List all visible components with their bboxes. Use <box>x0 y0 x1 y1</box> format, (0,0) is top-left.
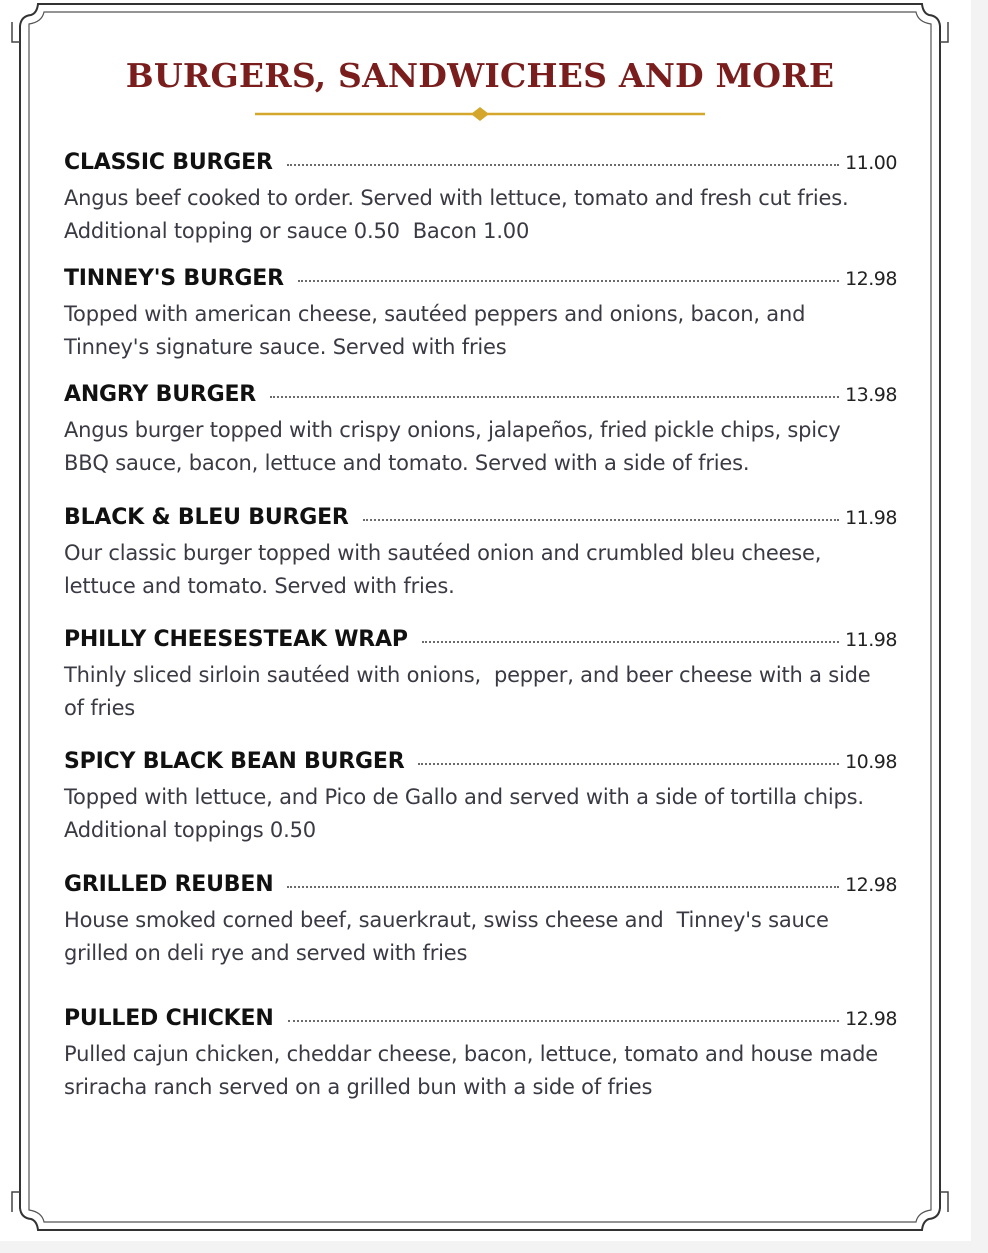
corner-right-top <box>940 22 948 42</box>
menu-item <box>64 1006 897 1104</box>
menu-item <box>64 382 897 480</box>
menu-item <box>64 505 897 603</box>
item-price: 10.98 <box>845 751 897 773</box>
corner-left-top <box>12 22 20 42</box>
menu-item <box>64 627 897 725</box>
dot-leader <box>270 396 839 398</box>
item-name: TINNEY'S BURGER <box>64 266 284 291</box>
corner-right-bottom <box>940 1192 948 1212</box>
item-description: Angus beef cooked to order. Served with lettuce, tomato and fresh cut fries. Additional topping or sauce 0.50 Bacon 1.00 <box>64 186 868 243</box>
dot-leader <box>288 1020 840 1022</box>
item-description: House smoked corned beef, sauerkraut, swiss cheese and Tinney's sauce grilled on deli rye and served with fries <box>64 908 836 965</box>
divider-diamond <box>471 107 489 121</box>
item-description: Pulled cajun chicken, cheddar cheese, bacon, lettuce, tomato and house made sriracha ranch served on a grilled bun with a side of fries <box>64 1042 885 1099</box>
item-name: SPICY BLACK BEAN BURGER <box>64 749 405 774</box>
item-price: 12.98 <box>845 268 897 290</box>
item-name: CLASSIC BURGER <box>64 150 273 175</box>
menu-title: BURGERS, SANDWICHES AND MORE <box>125 56 835 95</box>
dot-leader <box>422 641 839 643</box>
menu-item <box>64 749 897 847</box>
item-description: Topped with lettuce, and Pico de Gallo and served with a side of tortilla chips. Additional toppings 0.50 <box>64 785 871 842</box>
item-price: 11.98 <box>845 629 897 651</box>
item-description: Thinly sliced sirloin sautéed with onions, pepper, and beer cheese with a side of fries <box>64 663 877 720</box>
item-name: GRILLED REUBEN <box>64 872 274 897</box>
item-name: BLACK & BLEU BURGER <box>64 505 349 530</box>
menu-item <box>64 266 897 364</box>
corner-left-bottom <box>12 1192 20 1212</box>
item-name: ANGRY BURGER <box>64 382 257 407</box>
item-name: PHILLY CHEESESTEAK WRAP <box>64 627 408 652</box>
dot-leader <box>287 164 839 166</box>
item-description: Topped with american cheese, sautéed peppers and onions, bacon, and Tinney's signature sauce. Served with fries <box>64 302 812 359</box>
bottom-edge <box>0 1241 988 1253</box>
item-description: Angus burger topped with crispy onions, jalapeños, fried pickle chips, spicy BBQ sauce, bacon, lettuce and tomato. Served with a side of fries. <box>64 418 847 475</box>
item-name: PULLED CHICKEN <box>64 1006 274 1031</box>
item-price: 12.98 <box>845 1008 897 1030</box>
scrollbar-track[interactable] <box>971 0 988 1253</box>
dot-leader <box>287 886 839 888</box>
item-price: 13.98 <box>845 384 897 406</box>
item-price: 11.98 <box>845 507 897 529</box>
menu-item <box>64 150 897 248</box>
dot-leader <box>418 763 839 765</box>
dot-leader <box>363 519 839 521</box>
menu-item <box>64 872 897 970</box>
item-price: 11.00 <box>845 152 897 174</box>
item-price: 12.98 <box>845 874 897 896</box>
dot-leader <box>298 280 839 282</box>
item-description: Our classic burger topped with sautéed onion and crumbled bleu cheese, lettuce and tomato. Served with fries. <box>64 541 828 598</box>
